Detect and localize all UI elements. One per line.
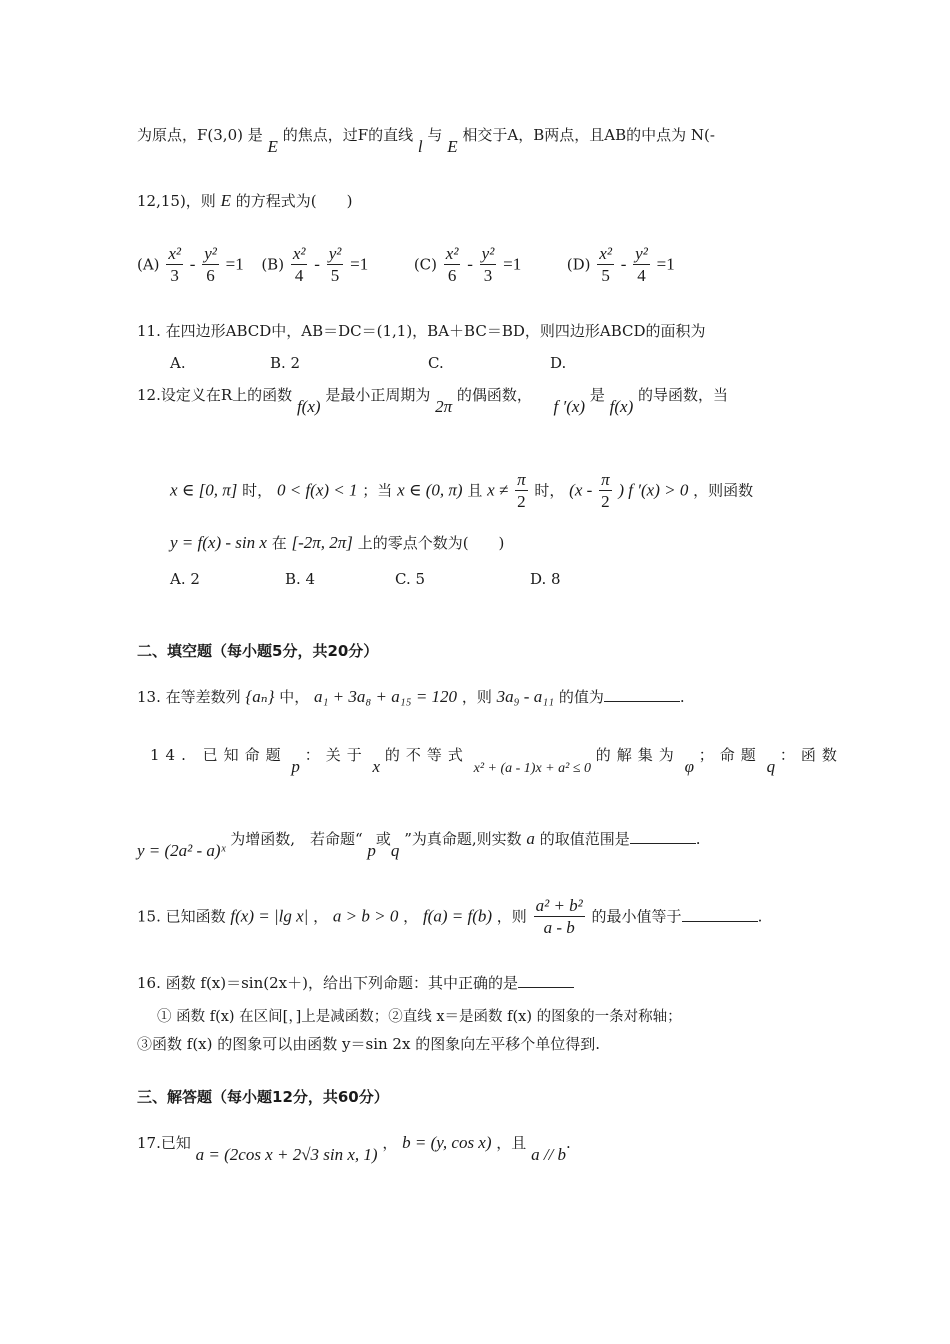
var-E: E (267, 137, 278, 156)
q15-line: 15. 已知函数 f(x) = |lg x| ， a > b > 0 ， f(a) = f(b) ，则 $\frac{\text{a² + b²}}{a - b}$ 的最小值等于 . (137, 896, 763, 937)
answer-blank (682, 920, 758, 922)
q14-line2: y = (2a² - a)ˣ 为增函数, 若命题“ p或q ”为真命题,则实数 a 的取值范围是 . (137, 829, 701, 860)
var-l: l (417, 137, 423, 156)
q10-text-f: 的方程式为( ) (235, 192, 353, 210)
q10-text-d: 相交于A，B两点，且AB的中点为 N(- (462, 126, 715, 144)
fraction-pi-over-2: $\frac{\pi}{2}$ (601, 470, 610, 511)
section-heading-solutions: 三、解答题（每小题12分，共60分） (137, 1088, 389, 1106)
q12-line2: x ∈ [0, π] 时， 0 < f(x) < 1 ；当 x ∈ (0, π) 且 x ≠ $\frac{\pi}{2}$ 时， (x - $\frac{\pi}{2}$ ) f ′(x) > 0 ，则函数 (170, 470, 754, 511)
var-E: E (220, 191, 231, 210)
fraction: $\frac{\text{x²}}{3}$ (168, 244, 181, 285)
q16-line3: ③函数 f(x) 的图象可以由函数 y＝sin 2x 的图象向左平移个单位得到. (137, 1035, 600, 1053)
q10-text-e: 12,15)，则 (137, 192, 216, 210)
fraction: $\frac{\text{y²}}{5}$ (328, 244, 342, 285)
q13-line: 13. 在等差数列 {aₙ} 中， a₁ + 3a₈ + a₁₅ = 120 ，则 3a₉ - a₁₁ 的值为 . (137, 687, 685, 706)
fraction: $\frac{\text{x²}}{6}$ (445, 244, 459, 285)
q12-option-b: B. 4 (285, 570, 316, 588)
fraction: $\frac{\text{y²}}{3}$ (481, 244, 495, 285)
q10-line2 (137, 190, 352, 211)
option-d-label: (D) (566, 255, 591, 274)
q12-line3: y = f(x) - sin x 在 [-2π, 2π] 上的零点个数为( ) (170, 533, 505, 552)
q12-option-c: C. 5 (395, 570, 426, 588)
q11-option-b: B. 2 (270, 354, 301, 372)
option-b-label: (B) (261, 255, 285, 274)
q10-text-b: 的焦点，过F的直线 (282, 126, 414, 144)
fraction: $\frac{\text{y²}}{4}$ (635, 244, 648, 285)
q10-text-a: 为原点，F(3,0) 是 (137, 126, 263, 144)
q14-line1: 14. 已知命题 p ：关于 x 的不等式 x² + (a - 1)x + a² ≤ 0 的解集为 φ ；命题 q ：函数 (150, 746, 843, 776)
q10-line1 (137, 124, 715, 156)
fx-expr: f(x) (609, 397, 634, 416)
var-E: E (447, 137, 458, 156)
q17-line: 17.已知 a = (2cos x + 2√3 sin x, 1) ， b = (y, cos x) ，且 a // b. (137, 1133, 571, 1164)
q10-text-c: 与 (427, 126, 443, 144)
fraction-pi-over-2: $\frac{\pi}{2}$ (517, 470, 526, 511)
fraction: $\frac{\text{a² + b²}}{a - b}$ (535, 896, 583, 937)
q12-line1: 12.设定义在R上的函数 f(x) 是最小正周期为 2π 的偶函数， f ′(x) 是 f(x) 的导函数，当 (137, 386, 729, 416)
option-a-label: (A) (137, 255, 160, 274)
fraction: $\frac{\text{x²}}{5}$ (599, 244, 612, 285)
answer-blank (630, 842, 696, 844)
q16-line1: 16. 函数 f(x)＝sin(2x＋)，给出下列命题：其中正确的是 (137, 972, 574, 993)
section-heading-fill-in: 二、填空题（每小题5分，共20分） (137, 642, 379, 660)
q12-option-d: D. 8 (530, 570, 561, 588)
fpx-expr: f ′(x) (553, 397, 586, 416)
two-pi: 2π (435, 397, 453, 416)
answer-blank (518, 986, 574, 988)
answer-blank (604, 700, 680, 702)
q10-options: (A) $\frac{\text{x²}}{3}$ - $\frac{\text{y²}}{6}$ =1 (B) $\frac{\text{x²}}{4}$ - $\frac{\text{y²}}{5}$ =1 (C) $\frac{\text{x²}}{6}$ - $\frac{\text{y²}}{3}$ =1 (D) $\frac{\text{x²}}{5}$ - $\frac{\text{y²}}{4}$ =1 (137, 244, 675, 285)
fx-expr: f(x) (296, 397, 321, 416)
q11-option-a: A. (170, 354, 186, 372)
option-c-label: (C) (413, 255, 437, 274)
q12-option-a: A. 2 (170, 570, 200, 588)
q11-option-d: D. (550, 354, 567, 372)
q16-line2: ① 函数 f(x) 在区间[，]上是减函数；②直线 x＝是函数 f(x) 的图象的一条对称轴； (157, 1009, 682, 1025)
fraction: $\frac{\text{y²}}{6}$ (204, 244, 217, 285)
fraction: $\frac{\text{x²}}{4}$ (292, 244, 306, 285)
q11-option-c: C. (428, 354, 444, 372)
q11-text: 11. 在四边形ABCD中，AB＝DC＝(1,1)，BA＋BC＝BD，则四边形ABCD的面积为 (137, 322, 706, 340)
